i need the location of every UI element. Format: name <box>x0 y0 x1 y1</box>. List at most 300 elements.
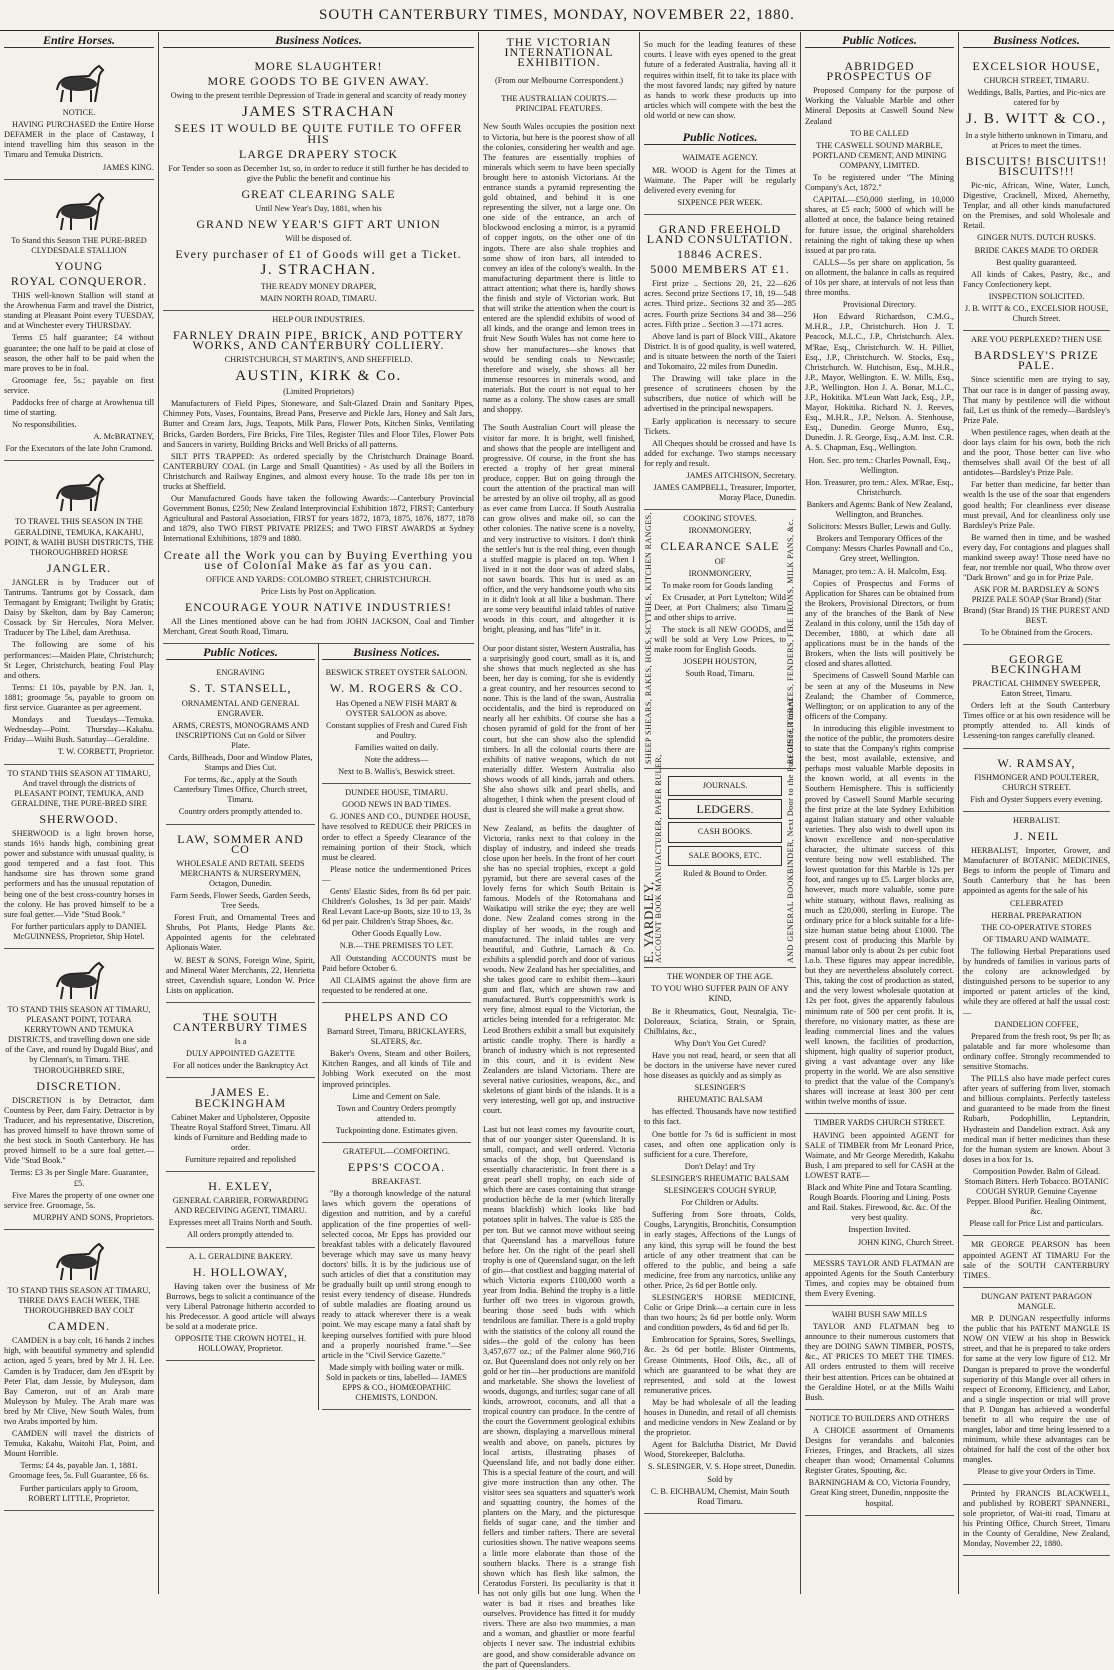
horse-icon <box>49 957 109 1001</box>
ad-text: JOURNALS. <box>668 776 782 796</box>
ad-text: All CLAIMS against the above firm are requested to be rendered at one. <box>322 975 471 995</box>
ad-signature: JAMES AITCHISON, Secretary. <box>686 470 796 480</box>
notice-title: NOTICE. <box>62 108 96 118</box>
ad-bardsley <box>963 331 1110 645</box>
ad-text: SALE BOOKS, ETC. <box>668 846 782 866</box>
ad-text: Be it Rheumatics, Gout, Neuralgia, Tic-Doloreaux, Sciatica, Strain, or Sprain, Chilblains, &c., <box>644 1006 796 1036</box>
ad-text: In a style hitherto unknown in Timaru, and at Prices to meet the times. <box>965 130 1108 150</box>
ad-text: Why Don't You Get Cured? <box>674 1038 766 1048</box>
ad-groomage: Groomage fee, 5s.; payable on first service. <box>4 375 154 395</box>
ad-text: DUNGAN' PATENT PARAGON MANGLE. <box>981 1291 1092 1311</box>
ad-terms: Terms: £3 3s per Single Mare. Guarantee, £5. <box>9 1168 149 1188</box>
ad-text: First prize .. Sections 20, 21, 22—626 acres. Second prize Sections 17, 18, 19—548 acres. Third prize.. Sections 32 and 35—285 acres. Fourth prize Sections 34 and 38—256 acres. Fifth prize .. Section 3 —171 acres. <box>644 279 796 329</box>
ad-text: Country orders promptly attended to. <box>178 807 303 817</box>
ad-epps-cocoa <box>322 1143 471 1410</box>
ad-law-sommer <box>166 825 315 1003</box>
ad-text: All the Lines mentioned above can be had from JOHN JACKSON, Coal and Timber Merchant, Great South Road, Timaru. <box>163 617 474 637</box>
ad-text: Create all the Work you can by Buying Everthing you use of Colonial Make as far as you can. <box>163 547 474 572</box>
ad-text: Barnard Street, Timaru, BRICKLAYERS, SLATERS, &c. <box>326 1027 467 1047</box>
ad-text: DULY APPOINTED GAZETTE <box>185 1049 295 1059</box>
ad-text: CHRISTCHURCH, ST MARTIN'S, AND SHEFFIELD. <box>224 354 413 364</box>
ad-text: Manufacturers of Field Pipes, Stoneware, and Salt-Glazed Drain and Sanitary Pipes, Chimney Pots, Vases, Fountains, Bread Pans, Preserve and Pickle Jars, Honey and Salt Jars, Butter and Cream Jars, Jugs, Teapots, Milk Pans, Flower Pots, Kitchen Sinks, Ventilating Bricks, Garden Borders, Fire Bricks, Fire Tiles, Register Tiles and Floor Tiles, Flower Pots and Saucers in variety, Building Bricks and Well Bricks of all patterns. <box>163 399 474 449</box>
ad-text: Other Goods Equally Low. <box>351 929 442 939</box>
ad-text: DANDELION COFFEE, <box>994 1019 1079 1029</box>
ad-waihi-saw-mills <box>805 1306 954 1410</box>
ad-text: MR. WOOD is Agent for the Times at Waimate. The Paper will be regularly delivered every evening for <box>644 165 796 195</box>
ad-text: Is a <box>234 1037 247 1047</box>
ad-text: Copies of Prospectus and Forms of Application for Shares can be obtained from the Brokers, Provisional Directors, or from any of the branches of the Bank of New Zealand in this colony, until the 15th day of December, 1880, at which date all applications must be in the hands of the Brokers, when the lists will positively be closed and shares allotted. <box>805 578 954 669</box>
horse-name: JANGLER. <box>46 560 112 575</box>
ad-schedule: Mondays and Tuesdays—Temuka. Wednesday—Point. Thursday—Kakahu. Friday—Waihi Bush. Saturday—Geraldine. <box>4 715 154 745</box>
ad-text: For all notices under the Bankruptcy Act <box>172 1061 309 1071</box>
sub-column-business-notices <box>318 644 474 1410</box>
section-heading: Business Notices. <box>963 32 1110 48</box>
ad-text: Please call for Price List and particulars. <box>969 1219 1104 1229</box>
article-paragraph: Our poor distant sister, Western Australia, has a surprisingly good court, small as it is, and she shows that much neglected as she has been, her day is coming, for she is evidently a great country, and her resources second to none. This is the land of the swan, Australia occidentalis, and the bird is reproduced on nearly all her exhibits. Of course she has a chosen pyramid of gold for the front of her court, but she can show also the splendid timbers. In all the colonial courts there are exhibits of native weapons, which do not materially differ. Western Australia also shows woods of all kinds, jarrah and others. She also shows silk and pearl shells, and altogether, I think when the present cloud of dust is cleared she will make a great show. <box>483 643 635 815</box>
ad-farnley <box>163 311 474 645</box>
ad-body: CAMDEN is a bay colt, 16 hands 2 inches high, with beautiful symmetry and splendid action, aged 5 years, bred by Mr J. H. Lee. Camden is by Traducer, dam Jen d'Esprit by Peter Flat, dam Jessie, by Muleyson, dam Bay Cameron, out of an Arab mare Muleyson by Muley. The Arab mare was bred by Mr Clive, New South Wales, from two Arabs imported by him. <box>4 1336 154 1426</box>
ad-name: H. EXLEY, <box>208 1179 273 1194</box>
ad-camden <box>4 1230 154 1511</box>
article-paragraph: New Zealand, as befits the daughter of Victoria, ranks next to that colony in the display of industry, and indeed she treads close upon her heels. In the front of her court she has no special trophies, except a gold pyramid, but there are several cases of the lovely ferns for which South Britain is famous. Models of the Rotomahana and Waikatipu will strike the eye; they are well done. New Zealand comes strong in the display of her woods, in the rough and manufactured. The inlaid tables are very beautiful, and Guthrie, Larnach & Co. exhibits a splendid porch and door of various woods. New Zealand has her specialities, and she takes good care to exhibit them—kauri gum and flax, which are shown raw and manufactured. Burt's coppersmith's work is very fine, almost equal to the Victorian, the articles being intended for a refrigerator. Mc Leod Brothers exhibit a small but exquisitely artistic candle trophy. There is hardly a branch of industry which is not represented in this court, and it is evident New Zealanders are island Victorians. There are several native curiosities, weapons, &c., and skeletons of giant birds of the islands. It is a very interesting, well got up, and instructive court. <box>483 823 635 1116</box>
ad-text: Bankers and Agents: Bank of New Zealand, Wellington, and Branches. <box>806 499 953 520</box>
ad-beckingham <box>166 1078 315 1172</box>
ad-text: OF <box>714 556 726 566</box>
ad-intro: TO TRAVEL THIS SEASON IN THE GERALDINE, TEMUKA, KAKAHU, POINT, & WAIHI BUSH DISTRICTS, THE THOROUGHBRED HORSE <box>4 517 154 557</box>
ad-text: Gents' Elastic Sides, from 8s 6d per pair. Children's Goloshes, 1s 3d per pair. Maids' Real Levant Lace-up Boots, size 10 to 13, 3s 6d per pair. Children's Strap Shoes, &c. <box>322 887 471 927</box>
sub-columns <box>163 644 474 1410</box>
ad-signature: T. W. CORBETT, Proprietor. <box>57 747 154 757</box>
ad-text: SLESINGER'S <box>694 1083 746 1093</box>
ad-text: CASH BOOKS. <box>668 822 782 842</box>
ad-intro: To Stand this Season THE PURE-BRED CLYDESDALE STALLION <box>11 235 147 255</box>
horse-name: DISCRETION. <box>36 1078 122 1093</box>
ad-houston <box>644 510 796 769</box>
ad-text: Proposed Company for the purpose of Working the Valuable Marble and other Mineral Deposits at Caswell Sound New Zealand <box>805 86 954 126</box>
ad-name: GEORGE BECKINGHAM <box>990 651 1083 676</box>
ad-text: WAIMATE AGENCY. <box>682 153 758 163</box>
ad-body: THIS well-known Stallion will stand at the Arowhenua Farm and travel the District, standing at Pleasant Point every TUESDAY, and at Winchester every THURSDAY. <box>4 291 154 331</box>
ad-text: C. B. EICHBAUM, Chemist, Main South Road Timaru. <box>650 1486 790 1506</box>
horse-name: SHERWOOD. <box>39 811 119 826</box>
ad-text: TO BE CALLED <box>850 128 909 138</box>
ad-name: JAMES STRACHAN <box>241 104 396 121</box>
ad-name: EPPS'S COCOA. <box>347 1160 446 1175</box>
ad-text: Hon. Treasurer, pro tem.: Alex. M'Rae, Esq., Christchurch. <box>805 477 954 497</box>
ad-text: 5000 MEMBERS AT £1. <box>650 262 790 277</box>
ad-text: ACCOUNT BOOK MANUFACTURER, PAPER RULER, <box>654 754 664 964</box>
ad-text: Please notice the undermentioned Prices— <box>322 864 471 884</box>
ad-text: J. B. WITT & CO., EXCELSIOR HOUSE, Church Street. <box>964 303 1109 324</box>
ad-text: OF TIMARU AND WAIMATE. <box>982 934 1091 944</box>
ad-holloway <box>166 1248 315 1362</box>
ad-travel: CAMDEN will travel the districts of Temuka, Kakahu, Waitohi Flat, Point, and Mount Horrible. <box>4 1429 154 1459</box>
ad-text: Families waited on daily. <box>354 742 439 752</box>
ad-jangler <box>4 461 154 764</box>
ad-text: PRACTICAL CHIMNEY SWEEPER, Eaton Street, Timaru. <box>972 678 1101 699</box>
ad-text: Town and Country Orders promptly attended to. <box>336 1103 457 1123</box>
ad-excelsior <box>963 52 1110 331</box>
ad-text: HELP OUR INDUSTRIES. <box>272 314 365 324</box>
ad-intro: TO STAND THIS SEASON AT TIMARU, PLEASANT POINT, TOTARA KERRYTOWN AND TEMUKA DISTRICTS, and travelling down one side of the Cave, and round by Dugald Bius', and by Clennan's, to Timaru. THE THOROUGHBRED SIRE, <box>5 1005 153 1075</box>
ad-text: ARMS, CRESTS, MONOGRAMS AND INSCRIPTIONS Cut on Gold or Silver Plate. <box>172 720 309 750</box>
notice-body: HAVING PURCHASED the Entire Horse DEFAMER in the place of Castaway, I intend travelling him this season in the Timaru and Temuka Districts. <box>4 120 154 160</box>
ad-text: Until New Year's Day, 1881, when his <box>255 204 382 214</box>
ad-text: Since scientific men are trying to say, That our race is in danger of passing away, That many by pestilence will die without fail, Let us think of the remedy—Bardsley's Prize Pale. <box>963 375 1110 425</box>
ad-text: The following Herbal Preparations used by hundreds of families in various parts of the colony are acknowledged by distinguished persons to be superior to any imported or patent articles of the kind, while they are offered at half the usual cost:— <box>963 946 1110 1017</box>
ad-signature-line2: For the Executors of the late John Cramond. <box>5 444 153 454</box>
ad-text: "By a thorough knowledge of the natural laws which govern the operations of digestion and nutrition, and by a careful application of the fine properties of well-selected cocoa, Mr Epps has provided our breakfast tables with a delicately flavoured beverage which may save us many heavy doctors' bills. It is by the judicious use of such articles of diet that a constitution may be gradually built up until strong enough to resist every tendency of disease. Hundreds of subtle maladies are floating around us ready to attack wherever there is a weak point. We may escape many a fatal shaft by keeping ourselves fortified with pure blood and a properly nourished frame."—See article in the "Civil Service Gazette." <box>322 1189 471 1360</box>
section-heading: Business Notices. <box>322 644 471 660</box>
ad-subheadline: MORE GOODS TO BE GIVEN AWAY. <box>207 74 430 89</box>
ad-name: H. HOLLOWAY, <box>192 1264 288 1279</box>
horse-icon <box>49 469 109 513</box>
ad-text: Forest Fruit, and Ornamental Trees and Shrubs, Pot Plants, Hedge Plants &c. Appointed agents for the celebrated Aplionais Water. <box>166 913 315 953</box>
ad-text: A. L. GERALDINE BAKERY. <box>188 1251 293 1261</box>
ad-text: THE WONDER OF THE AGE. <box>667 972 773 982</box>
ad-text: Agent for Balclutha District, Mr David Wood, Storekeeper, Balclutha. <box>644 1440 796 1460</box>
ad-text: OPPOSITE THE CROWN HOTEL, H. HOLLOWAY, Proprietor. <box>174 1334 307 1354</box>
ad-headline: CLEARANCE SALE <box>660 539 780 554</box>
ad-text: Black and White Pine and Totara Scantling. Rough Boards. Flooring and Lining. Posts and Rail. Stakes. Firewood, &c. &c. Of the very best quality. <box>807 1183 952 1223</box>
ad-name: S. T. STANSELL, <box>189 681 292 696</box>
ad-young-royal-conqueror <box>4 180 154 462</box>
ad-name: EXCELSIOR HOUSE, <box>972 59 1101 74</box>
ad-text: MR GEORGE PEARSON has been appointed AGENT AT TIMARU For the sale of the SOUTH CANTERBURY TIMES. <box>963 1240 1110 1280</box>
notice-signature: JAMES KING. <box>102 162 154 172</box>
ad-text: Don't Delay! and Try <box>684 1161 756 1171</box>
ad-text: Constant supplies of Fresh and Cured Fish and Poultry. <box>325 720 468 740</box>
ad-text: SLESINGER'S HORSE MEDICINE, Colic or Gripe Drink—a certain cure in less than two hours; 2s 6d per bottle only. Worm and condition powders, 4s 6d and 6d per lb. <box>644 1292 796 1333</box>
ad-name: PHELPS AND CO <box>344 1009 449 1024</box>
ad-text: Have you not read, heard, or seen that all be doctors in the universe have never cured hose diseases as quickly and as simply as <box>644 1050 796 1081</box>
ad-text: LARGE DRAPERY STOCK <box>238 146 399 161</box>
column-caswell-prospectus <box>800 32 958 1594</box>
ad-text: To be registered under "The Mining Company's Act, 1872." <box>805 173 954 193</box>
ad-text: SEES IT WOULD BE QUITE FUTILE TO OFFER HIS <box>174 121 463 146</box>
ad-text: ASK FOR M. BARDSLEY & SON'S PRIZE PALE SOAP (Star Brand) (Star Brand) (Star Brand) IS THE PUREST AND BEST. <box>963 585 1110 625</box>
ad-waimate-agency <box>644 149 796 214</box>
ad-text: SLESINGER'S RHEUMATIC BALSAM <box>651 1173 789 1183</box>
ad-text: In introducing this eligible investment to the notice of the public, the promoters desire to state that the Company's rights comprise the best, most available, extensive, and perhaps most valuable Marble deposits in the known world, at all events in the Southern Hemisphere. This is sufficiently proved by Caswell Sound Marble securing the first prize at the late Sydney Exhibition against Italian statuary and other valuable varieties. They also wish to dwell upon its known excellence and non-speculative character, the ultimate success of this venture being now well established. The lowest quotation for this Marble is 12s per foot, and ranges up to £5. Larger blocks are, however, much more valuable, some pure white statuary, without flaws, realising as much as £20,000, sterling in Europe. The ordinary price for a block suitable for a life-size human statue being about £1000. The present cost of producing this Marble by manual labor only is about 2s per cubic foot l.o.b. These figures may appear incredible, but they are nevertheless absolutely correct. This, taking the cost of production as stated, and the very lowest wholesale quotation at 12s per foot, gives the apparently fabulous minimum rate of 500 per cent profit. It is, therefore, no visionary matter, as these are leading commercial lines and the values well known, the facilities of production, shipment, high quality of superior product, giving a vast advantage over any like property in the world. We are also sensitive to predict that the value of the Company's shares will increase at least 300 per cent within twelve months of issue. <box>805 723 954 1107</box>
section-heading: Business Notices. <box>163 32 474 48</box>
ad-text: Hon. Sec. pro tem.: Charles Pownall, Esq., Wellington. <box>808 455 951 475</box>
ad-text: Note the address— <box>364 754 429 764</box>
ad-text: HERBALIST, Importer, Grower, and Manufacturer of BOTANIC MEDICINES, Begs to inform the people of Timaru and South Canterbury that he has been appointed as agents for the sale of his <box>963 846 1110 896</box>
ad-text: LEDGERS. <box>668 799 782 819</box>
ad-text: GRATEFUL—COMFORTING. <box>342 1146 451 1156</box>
ad-text: ENGRAVING <box>216 668 265 678</box>
ad-text: Please to give your Orders in Time. <box>977 1467 1096 1477</box>
ad-text: Owing to the present terrible Depression of Trade in general and scarcity of ready money <box>170 91 467 101</box>
ad-text: SILT PITS TRAPPED: As ordered specially by the Christchurch Drainage Board. CANTERBURY COAL (in Large and Small Quantities) - As used by all the Boilers in Christchurch and Railway Engines, and almost every house. To the trade 18s per ton in trucks at Sheffield. <box>163 451 474 491</box>
ad-text: Next to B. Wallis's, Beswick street. <box>338 767 455 777</box>
article-paragraph: New South Wales occupies the position next to Victoria, but here is the poorest show of all the colonies, considering her wealth and age. The features are essentially trophies of minerals which seem to have been specially brought here to astonish Victorians. At the entrance stands a pyramid representing the gold obtained, and behind it is one representing the silver, not a large one. On one side of the entrance, an arch of blockwood enclosing a mirror, is a pyramid of copper ingots, on the other one of tin ingots. There are also shale trophies and some show of iron bars, all intended to convey an idea of the colony's wealth. In the manufacturing department there is little to attract attention; what there is, hardly shows the finish and style of Victorian work. But that will strike the attention when the court is entered are the splendid exhibits of wood of all kinds, and the orange and lemon trees in fruit New South Wales has not come here to show her manufactures—she knows that would be sending coals to Newcastle; therefore and wisely, she shows all her immense resources in minerals wood, and materials. But the court is not equal to her name as a colony. The show cases are small and shoppy. <box>483 122 635 415</box>
ad-performances: The following are some of his performances:—Maiden Plate, Christchurch; St Leger, Christchurch, beating Foul Play and others. <box>4 640 154 680</box>
ad-contact: For further particulars apply to DANIEL McGUINNESS, Proprietor, Ship Hotel. <box>11 921 147 941</box>
ad-text: W. BEST & SONS, Foreign Wine, Spirit, and Mineral Water Merchants, 22, Henrietta street, Cavendish square, London W. Price Lists on application. <box>166 955 315 995</box>
ad-text: Hon Edward Richardson, C.M.G., M.H.R., J.P., Christchurch. Hon J. T. Peacock, M.L.C., J.P., Christchurch. Alex. M'Rae, Esq., Christchurch. W. H. Pilliet, Esq., J.P., Christchurch. W. Stocks, Esq., Christchurch. W. Hutchison, Esq., M.H.R., J.P., Mayor, Wellington. E. W. Mills, Esq., J.P., Wellington. Hon J. A. Bonar, M.L.C., J.P., Hokitika. M'Lean Watt Jack, Esq., J.P., Mayor, Hokitika. Richard N. J. Reeves, Esq., M.H.R., J.P., Nelson. A. Stenhouse, Esq., Dunedin. George Munro, Esq., Dunedin. J. R. George, Esq., A.M. Inst. C.R. A. S. Chapman, Esq., Wellington. <box>805 312 954 453</box>
ad-yardley-books <box>664 773 786 963</box>
section-heading: Public Notices. <box>805 32 954 48</box>
horse-name: CAMDEN. <box>47 1319 110 1334</box>
ad-text: Price Lists by Post on Application. <box>260 586 377 596</box>
ad-text: GENERAL CARRIER, FORWARDING AND RECEIVING AGENT, TIMARU. <box>172 1196 309 1216</box>
ad-headline: GRAND FREEHOLD LAND CONSULTATION. <box>646 221 794 246</box>
ad-slesinger <box>644 968 796 1514</box>
ad-text: HERBALIST. <box>1012 815 1061 825</box>
ad-text: Cards, Billheads, Door and Window Plates, Stamps and Dies Cut. <box>168 752 313 773</box>
ad-text: Embrocation for Sprains, Sores, Swellings, &c. 2s 6d per bottle. Blister Ointments, Grease Ointments, Hoof Oils, &c., all of which are guaranteed to be what they are represented, and sold at the lowest remunerative prices. <box>644 1335 796 1395</box>
ad-text: For terms, &c., apply at the South Canterbury Times Office, Church street, Timaru. <box>173 775 308 805</box>
ad-name: J. B. WITT & CO., <box>966 111 1107 128</box>
ad-sherwood <box>4 765 154 950</box>
ad-text: Cabinet Maker and Upholsterer, Opposite Theatre Royal Stafford Street, Timaru. All kinds of Furniture and Bedding made to order. <box>170 1112 311 1152</box>
ad-text: Our Manufactured Goods have taken the following Awards:—Canterbury Provincial Government Bonus, £250; New Zealand Interprovincial Exhibition 1872, FIRST; Canterbury Agricultural and Pastoral Association, FIRST for years 1872, 1873, 1875, 1876, 1877, 1878 and 1879, also TWO FIRST PRIVATE PRIZES; and TWO FIRST AWARDS at Sydney International Exhibitions, 1879 and 1880. <box>163 494 474 544</box>
ad-text: Farm Seeds, Flower Seeds, Garden Seeds, Tree Seeds. <box>170 891 311 911</box>
ad-text: BARNINGHAM & CO, Victoria Foundry, Great King street, Dunedin, nnpposite the hospital. <box>808 1478 951 1508</box>
ad-text: HERBAL PREPARATION <box>991 910 1082 920</box>
ad-text: The stock is all NEW GOODS, and will be sold at Very Low Prices, to make room for English Goods. <box>654 625 786 655</box>
ad-headline: BISCUITS! BISCUITS!! BISCUITS!!! <box>965 153 1108 178</box>
ad-text: CAPITAL—£50,000 sterling, in 10,000 shares, at £5 each; 5000 of which will be allotted at once, the balance being retained for future issue, the original shareholders retaining the right of taking these up when issued at par pro rata. <box>805 195 954 255</box>
ad-notice-king <box>4 52 154 180</box>
ad-text: Lime and Cement on Sale. <box>352 1091 441 1101</box>
ad-text: Inspection Invited. <box>848 1225 911 1235</box>
ad-text: All Outstanding ACCOUNTS must be Paid before October 6. <box>322 953 471 973</box>
article-conclusion: So much for the leading features of these courts. I leave with eyes opened to the great future of a federated Australia, having all it requires within itself, fit to take its place with the most favored lands; nay gifted by nature as hands to work these products up into articles which will compete with the best the old world or new can show. <box>644 40 796 120</box>
ad-text: BRIDE CAKES MADE TO ORDER <box>974 245 1099 255</box>
ad-name: BARDSLEY'S PRIZE PALE. <box>974 348 1099 373</box>
ad-text: HAVING been appointed AGENT for SALE of TIMBER from Mr Leonard Price, Waimate, and Mr George Meredith, Kakahu Bush, I am prepared to sell for CASH at the LOWEST RATE— <box>805 1130 954 1180</box>
ad-text: FISHMONGER AND POULTERER, CHURCH STREET. <box>974 772 1099 792</box>
ad-text: One bottle for 7s 6d is sufficient in most cases, and often one application only is sufficient for a cure. Therefore, <box>644 1129 796 1159</box>
ad-responsibilities: No responsibilities. <box>12 420 77 430</box>
ad-text: 18846 ACRES. <box>676 247 763 262</box>
imprint-text: Printed by FRANCIS BLACKWELL, and published by ROBERT SPANNERL, sole proprietor, of Wai-iti road, Timaru at his Printing Office, Church Street, Timaru in the County of Geraldine, New Zealand, Monday, November 22, 1880. <box>963 1488 1110 1548</box>
ad-text: Weddings, Balls, Parties, and Pic-nics are catered for by <box>967 88 1106 108</box>
ad-text: ARE YOU PERPLEXED? THEN USE <box>971 335 1102 345</box>
ad-timber-yards <box>805 1114 954 1254</box>
column-exhibition-article <box>478 32 639 1669</box>
ad-headline: ENCOURAGE YOUR NATIVE INDUSTRIES! <box>185 599 452 614</box>
ad-name: AUSTIN, KIRK & Co. <box>235 368 402 385</box>
ad-text: GREAT CLEARING SALE <box>241 186 396 201</box>
ad-name: LAW, SOMMER AND CO <box>177 831 304 856</box>
ad-terms: Terms: £1 10s, payable by P.N. Jan. 1, 1881; groomage 5s, payable to groom on first service. Guarantee as per agreement. <box>4 682 154 713</box>
ad-five-mares: Five Mares the property of one owner one service free. Groomage, 5s. <box>4 1190 154 1210</box>
ad-text: COOKING STOVES. <box>683 514 757 524</box>
ad-text: All kinds of Cakes, Pastry, &c., and Fancy Confectionery kept. <box>963 269 1110 289</box>
ad-ramsay <box>963 749 1110 812</box>
ad-text: Ex Crusader, at Port Lyttelton; Wild Deer, at Port Chalmers; also Timaru and other ships to arrive. <box>654 592 786 622</box>
ad-text: South Road, Timaru. <box>685 669 755 679</box>
column-public-notices <box>639 32 800 1594</box>
ad-text: AND GENERAL BOOKBINDER, Next Door to the Post Office, Timaru. <box>785 696 795 964</box>
ad-dungan-mangle <box>963 1288 1110 1485</box>
ad-text: Baker's Ovens, Steam and other Boilers, Kitchen Ranges, and all kinds of Tile and Jobbing Work executed on the most improved principles. <box>322 1049 471 1089</box>
ad-yardley <box>641 696 796 968</box>
ad-text: Solicitors: Messrs Buller, Lewis and Gully. <box>807 522 952 532</box>
horse-icon <box>49 188 109 232</box>
ad-text: Made simply with boiling water or milk. Sold in packets or tins, labelled— JAMES EPPS & CO., HOMŒOPATHIC CHEMISTS, LONDON. <box>326 1362 467 1403</box>
ad-headline: FARNLEY DRAIN PIPE, BRICK, AND POTTERY WORKS, AND CANTERBURY COLLIERY. <box>172 327 465 352</box>
ad-text: OFFICE AND YARDS: COLOMBO STREET, CHRISTCHURCH. <box>205 574 432 584</box>
ad-text: A CHOICE assortment of Ornaments Designs for verandahs and balconies Friezes, Fringes, and Brackets, all sizes cheaper than wood; Ornamental Columns Register Grates, Spouting, &c. <box>805 1425 954 1476</box>
article-source: (From our Melbourne Correspondent.) <box>494 75 624 85</box>
ad-text: All Cheques should be crossed and have 1s added for exchange. Two stamps necessary for reply and result. <box>644 438 796 468</box>
ad-exley <box>166 1172 315 1247</box>
ad-text: Be warned then in time, and be washed every day, For contagions and plagues shall mankind sweep away! Those need have no fear, nor tremble nor quail, Who throw over "Dark Brown" and go in for Prize Pale. <box>963 532 1110 583</box>
ad-text: INSPECTION SOLICITED. <box>988 291 1085 301</box>
imprint <box>963 1485 1110 1557</box>
sub-column-public-notices <box>163 644 318 1410</box>
ad-text: Pic-nic, African, Wine, Water, Lunch, Digestive, Cracknell, Mixed, Abernethy, Tenplar, and all other kinds manufactured on the Premises, and sold Wholesale and Retail. <box>963 180 1110 231</box>
ad-text: THE READY MONEY DRAPER, <box>260 281 377 291</box>
ad-name: J. STRACHAN. <box>260 262 377 279</box>
ad-body: DISCRETION is by Detractor, dam Countess by Peer, dam Fairy. Detractor is by Traducer, and his representative, Discretion, has proved himself to have thrown some of the best stock in South Canterbury. He has proved himself to be a sure foal getter.—Vide "Stud Book." <box>4 1095 154 1166</box>
ad-text: Sold by <box>707 1474 733 1484</box>
ad-text: Specimens of Caswell Sound Marble can be seen at any of the Museums in New Zealand; the Chamber of Commerce, Wellington; or on application to any of the officers of the Company. <box>805 671 954 721</box>
ad-text: CALLS—5s per share on application, 5s on allotment, the balance in calls as required of 10s per share, at intervals of not less than three months. <box>805 257 954 298</box>
ad-text: Far better than medicine, far better than wealth Is the use of the soar that engenders good health; For cleanliness ever disease must prevail, And for cleanliness only use Bardsley's Prize Pale. <box>963 480 1110 530</box>
ad-text: WHOLESALE AND RETAIL SEEDS MERCHANTS & NURSERYMEN, Octagon, Dunedin. <box>176 858 305 888</box>
horse-name: YOUNG <box>54 258 104 273</box>
ad-text: GOOD NEWS IN BAD TIMES. <box>342 800 451 810</box>
ad-text: GINGER NUTS. DUTCH RUSKS. <box>977 233 1096 243</box>
ad-text: Provisional Directory. <box>842 300 917 310</box>
ad-text: TAYLOR AND FLATMAN beg to announce to their numerous customers that they are DOING SAWN TIMBER, POSTS, &c., AT PRICES TO MEET THE TIMES. All orders entrusted to them will receive their best attention. Prices can be obtained at the Geraldine Hotel, or at the Mills Waihi Bush. <box>805 1322 954 1402</box>
ad-text: Having taken over the business of Mr Burrows, begs to solicit a continuance of the very Liberal Patronage hitherto accorded to his Predecessor. A good article will always be sold at a moderate price. <box>166 1281 315 1332</box>
ad-text: SLESINGER'S COUGH SYRUP, <box>663 1186 777 1196</box>
ad-stansell <box>166 664 315 824</box>
horse-name-line2: ROYAL CONQUEROR. <box>10 273 148 288</box>
ad-text: Orders left at the South Canterbury Times office or at his own residence will be promptly attended to. All kinds of Lessening-ton ranges carefully cleaned. <box>963 701 1110 741</box>
ad-name: E. YARDLEY, <box>641 881 656 964</box>
section-heading: Entire Horses. <box>4 32 154 48</box>
ad-name: JAMES E. BECKINGHAM <box>194 1085 287 1110</box>
ad-text: The Drawing will take place in the presence of scrutineers chosen by the subscribers, due notice of which will be advertised in the principal newspapers. <box>644 374 796 414</box>
ad-text: GRAND NEW YEAR'S GIFT ART UNION <box>196 217 441 232</box>
ad-body: SHERWOOD is a light brown horse, stands 16½ hands high, combining great power and substance with unusual quality, is good tempered and a fast foot. This handsome sire has thrown some grand performers and has the unusual reputation of being one of the best cross-country horses in the colony. He has proved himself to be a sure foal getter.—Vide "Stud Book." <box>4 828 154 919</box>
ad-text: The PILLS also have made perfect cures after years of suffering from liver, stomach and billious complaints. Perfectly tasteless and guaranteed to be made from the finest Rubarb, Podophillin, Leptandrin, Hydrastein and Dandelion extract. Ask any medical man if better medicines than these for the human system are known. About 3 doses in a box for 1s. <box>963 1074 1110 1164</box>
ad-strachan <box>163 52 474 311</box>
ad-text: THE CASWELL SOUND MARBLE, PORTLAND CEMENT, AND MINING COMPANY, LIMITED. <box>812 140 947 170</box>
article-paragraph: Last but not least comes my favourite court, that of our younger sister Queensland. It is small, compact, and well ordered. Victoria smacks of the shop, but Queensland is essentially characteristic. In front there is a great pearl shell trophy, on each side of which there are cases containing that strange production bêche de la mer (which literally means blackfish) which looks like bad potatoes split in halves. The value is £85 the per ton. But we cannot move without seeing that Queensland has a marvellous future before her. On the right of the pearl shell trophy is one of Queensland sugar, on the left of gin—that costliest and bagging material of which Victoria exports £100,000 worth a year from India. Behind the trophy is a little further off two trees in vigorous growth, bearing those seed buds with which tendrilous are familiar. There is a gold trophy with the statistics of the colony all round the sides—the gold of the colony has been 3,457,677 oz.; of the Palmer alone 960,716 oz. But Queensland does not only rely on her gold or her tin—her productions are manifold and marketable. She shows the loveliest of woods, dugongs, and turtles; sugar cane of all kinds, arrowroot, coconuts, and all that a tropical country can produce. In the centre of the court the Government geological exhibits are shown, displaying a marvellous mineral wealth and above, on panels, pictures by local artists, illustrating phases of Queensland life, and not badly done either. This is a special feature of the court, and will give more instruction than any other. The visitor sees sea squatters and squatter's work and squatting country, the homes of the planters on the Mary, and the picturesque fields of sugar cane, and the timber and fellers and timber rafters. There are several curiosities shown. The native weapons seems a little more elaborate than those of the southern blacks. There is a strange fish shown which has flesh like salmon, the Ceratodus Forsteri. Its peculiarity is that it has not only gills but one lung. When the water is bad it rises and breathes like ourselves. Providence has fitted it for muddy rivers. There are also two mummies, a man and a woman, and ghastlier or more fearful objects I never saw. The industrial exhibits are good, and show considerable advance on the part of Queenslanders. <box>483 1124 635 1669</box>
ad-text: IRONMONGERY, <box>688 568 752 578</box>
ad-text: For Children or Adults. <box>681 1198 759 1208</box>
ad-text: N.B.—THE PREMISES TO LET. <box>339 941 454 951</box>
ad-text: WAIHI BUSH SAW MILLS <box>831 1309 928 1319</box>
ad-text: NOTICE TO BUILDERS AND OTHERS <box>809 1413 950 1423</box>
ad-name: J. NEIL <box>1014 829 1059 843</box>
ad-text: TO YOU WHO SUFFER PAIN OF ANY KIND, <box>651 984 789 1004</box>
ad-headline: MORE SLAUGHTER! <box>254 59 383 74</box>
ad-name: THE SOUTH CANTERBURY TIMES <box>172 1009 308 1035</box>
ad-text: SIXPENCE PER WEEK. <box>677 197 763 207</box>
ad-text: All orders promptly attended to. <box>187 1230 294 1240</box>
ad-text: Suffering from Sore throats, Colds, Coughs, Laryngitis, Bronchitis, Consumption in early stages, Affections of the Lungs of any kind, this syrup will be found the best article of any other treatment that can be offered to the public, and being a safe medicine, free from any narcotics, unlike any other. Price, 2s 6d per Bottle only. <box>644 1210 796 1290</box>
ad-signature: A. McBRATNEY, <box>93 432 154 442</box>
article-paragraph: The South Australian Court will please the visitor far more. It is bright, well finished, and shows that the people are intelligent and progressive. Of course, in the front she has erected a trophy of her great mineral produce, copper. But on going through the court the attention of the practical man will be arrested by an olive oil trophy, all as good as ever came from Lucca. If South Australia can grow olives and make oil, so can the other colonies. The native scene is a novelty, and very instructive to visitors. I don't think the settler's hut is the real thing, even though a stuffed magpie is placed on top. When I lived in it not the door was of adzed slabs, not sawn boards. This hut is used as an office, and the very handsome youth who sits in it didn't look at all like a bushman. There are some very beautiful inlaid tables of native woods in this court, and altogether it is bright, pleasing, and has "life" in it. <box>483 423 635 635</box>
ad-text: MR P. DUNGAN respectfully informs the public that his PATENT MANGLE IS NOW ON VIEW at his shop in Beswick street, and that he is prepared to take orders for same at the very low figure of £12. Mr Dungan is prepared to prove the wonderful superiority of this Mangle over all others in respect of Economy, Efficiency, and Labor, and a single inspection or trial will prove that P. Dungan has achieved a wonderful benefit to all who require the use of mangles, labor and time being lessened to a minimum, while these advantages can be obtained for half the cost of the other box mangles. <box>963 1314 1110 1465</box>
ad-signature: MURPHY AND SONS, Proprietors. <box>32 1212 154 1222</box>
ad-signature: S. SLESINGER, V. S. Hope street, Dunedin. <box>647 1462 796 1472</box>
ad-text: DUNDEE HOUSE, TIMARU. <box>345 788 448 798</box>
ad-herbalist <box>963 812 1110 1237</box>
ad-text: RHEUMATIC BALSAM <box>677 1095 763 1105</box>
ad-text: CELEBRATED <box>1009 898 1063 908</box>
ad-intro: TO STAND THIS SEASON AT TIMARU, THREE DAYS EACH WEEK, THE THOROUGHBRED BAY COLT <box>7 1285 151 1316</box>
ad-name: W. M. ROGERS & CO. <box>329 681 464 696</box>
ad-text: To be Obtained from the Grocers. <box>980 627 1093 637</box>
ad-text: (Limited Proprietors) <box>283 387 354 397</box>
ad-text: Has Opened a NEW FISH MART & OYSTER SALOON as above. <box>335 698 458 718</box>
ad-text: Every purchaser of £1 of Goods will get a Ticket. <box>175 247 462 262</box>
ad-text: JOSEPH HOUSTON, <box>683 657 757 667</box>
ad-text: ORNAMENTAL AND GENERAL ENGRAVER. <box>181 698 300 718</box>
ad-discretion <box>4 949 154 1230</box>
ad-text: TIMBER YARDS CHURCH STREET. <box>814 1118 945 1128</box>
ad-text: Prepared from the fresh root, 9s per lb; as palatable and far more wholesome than ordinary coffee. Strongly recommended to sensitive Stomachs. <box>963 1031 1110 1071</box>
ad-text: THE CO-OPERATIVE STORES <box>981 922 1092 932</box>
ad-text: Expresses meet all Trains North and South. <box>168 1218 313 1228</box>
ad-body: JANGLER is by Traducer out of Tantrums. Tantrums got by Cossack, dam Termagant by Emigrant; Twilight by Gratis; Daisy by Skelton, dam by Bay Cameron; Cossack by Sir Hercules, Nora Melver. Traducer by The Libel, dam Arethusa. <box>4 577 154 638</box>
article-subtitle: THE AUSTRALIAN COURTS.—PRINCIPAL FEATURES. <box>501 93 617 114</box>
ad-taylor-flatman <box>805 1255 954 1306</box>
ad-pearson <box>963 1236 1110 1287</box>
ad-rogers <box>322 664 471 784</box>
ad-george-beckingham <box>963 645 1110 749</box>
ad-text: Furniture repaired and repolished <box>185 1154 296 1164</box>
side-text: SHEEP SHEARS, RAKES, HOES, SCYTHES, KITCHEN RANGES, <box>644 512 653 765</box>
ad-land-consultation <box>644 215 796 510</box>
ad-text: May be had wholesale of all the leading houses in Dunedin, and retail of all chemists and medicine vendors in New Zealand or by the proprietor. <box>644 1397 796 1438</box>
side-text: REGISTER GRATES, FENDERS, FIRE IRONS, MILK PANS, &c. <box>785 518 795 765</box>
ad-text: Above land is part of Block VIII., Akatore District. It is of good quality, is well watered, and is situate between the north of the Taieri and Tokomairo, 22 miles from Dunedin. <box>644 331 796 372</box>
ad-terms: Terms £5 half guarantee; £4 without guarantee; the one half to be paid at close of season, the other half to be paid when the mare proves to be in foal. <box>4 333 154 373</box>
ad-builders <box>805 1410 954 1516</box>
ad-text: has effected. Thousands have now testified to this fact. <box>644 1107 796 1127</box>
ad-intro: TO STAND THIS SEASON AT TIMARU, And travel through the districts of PLEASANT POINT, TEMUKA, AND GERALDINE, THE PURE-BRED SIRE <box>7 768 151 808</box>
ad-text: Will be disposed of. <box>285 234 352 244</box>
section-heading: Public Notices. <box>644 129 796 145</box>
ad-text: Early application is necessary to secure Tickets. <box>644 416 796 436</box>
column-business-notices <box>158 32 478 1594</box>
ad-terms: Terms: £4 4s, payable Jan. 1, 1881. Groomage fees, 5s. Full Guarantee, £6 6s. <box>9 1461 149 1481</box>
ad-text: Manager, pro tem.: A. H. Malcolm, Esq. <box>812 566 947 576</box>
ad-houston-body <box>654 514 786 764</box>
ad-paddocks: Paddocks free of charge at Arowhenua till time of starting. <box>4 397 154 418</box>
ad-text: When pestilence rages, when death at the door lays claim for his own, both the rich and the poor, Those better can live who themselves shall avail Of the best of all antidotes—Bardsley's Prize Pale. <box>963 427 1110 478</box>
article-title: THE VICTORIAN INTERNATIONAL EXHIBITION. <box>504 35 614 70</box>
ad-contact: Further particulars apply to Groom, ROBERT LITTLE, Proprietor. <box>19 1483 139 1503</box>
ad-text: BESWICK STREET OYSTER SALOON. <box>325 668 468 678</box>
ad-text: MAIN NORTH ROAD, TIMARU. <box>260 293 377 303</box>
ad-text: Composition Powder. Balm of Gilead. Stomach Bitters. Herb Tobacco. BOTANIC COUGH SYRUP. Genuine Cayenne Pepper. Blood Purifier. Healing Ointment, &c. <box>964 1166 1109 1217</box>
horse-icon <box>49 60 109 104</box>
ad-dundee <box>322 784 471 1003</box>
ad-text: Best quality guaranteed. <box>996 257 1077 267</box>
ad-text: G. JONES AND CO., DUNDEE HOUSE, have resolved to REDUCE their PRICES in order to effect a Speedy Clearance of the remaining portion of their Stock, which must be cleared. <box>322 812 471 862</box>
section-heading: Public Notices. <box>166 644 315 660</box>
ad-caswell-sound <box>805 52 954 1114</box>
column-entire-horses <box>0 32 158 1594</box>
horse-icon <box>49 1238 109 1282</box>
ad-signature: JOHN KING, Church Street. <box>857 1237 954 1247</box>
ad-text: To make room for Goods landing <box>662 580 773 590</box>
column-business-notices-right <box>958 32 1114 1594</box>
